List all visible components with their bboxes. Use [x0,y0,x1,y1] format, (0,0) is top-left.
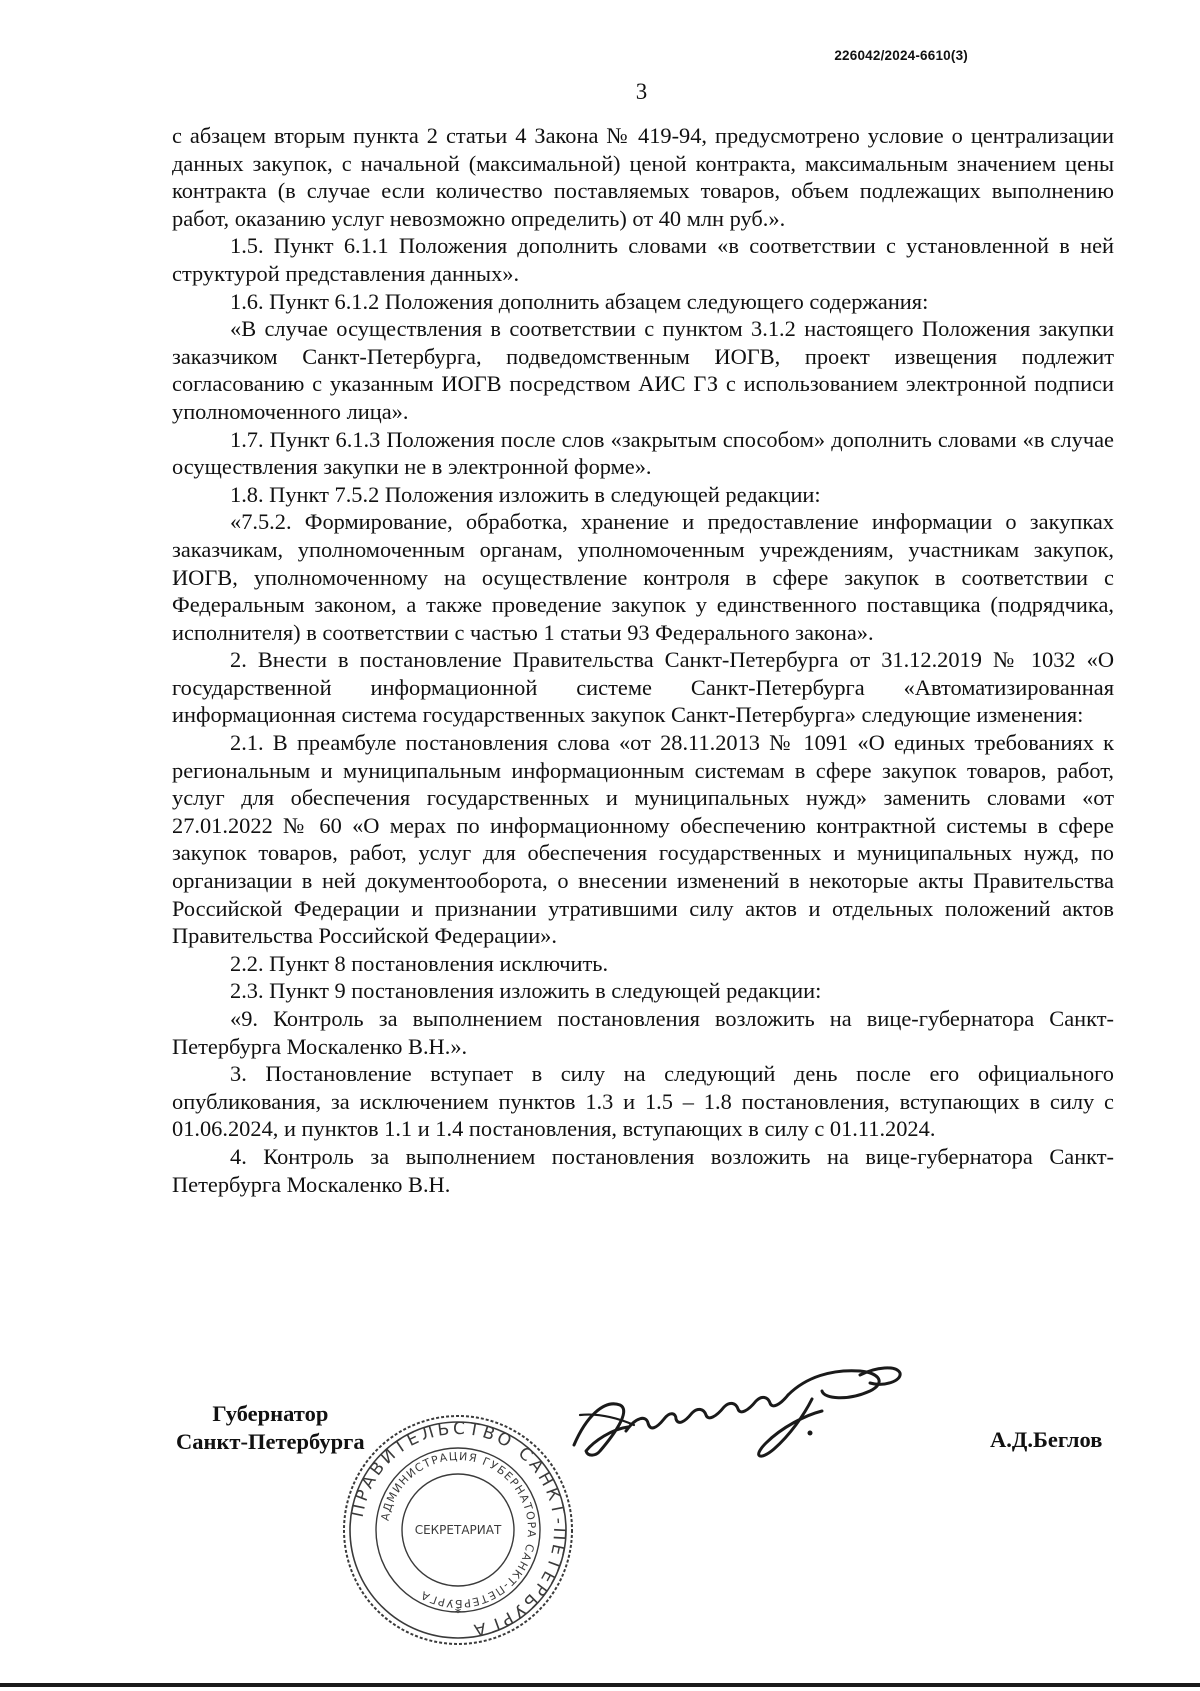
seal-outer-text: ПРАВИТЕЛЬСТВО САНКТ-ПЕТЕРБУРГА [347,1418,570,1641]
signatory-name: А.Д.Беглов [990,1427,1103,1452]
signatory-title [176,1400,365,1456]
handwritten-signature [560,1355,960,1485]
paragraph: 2.2. Пункт 8 постановления исключить. [230,950,609,976]
paragraph: 2.1. В преамбуле постановления слова «от 28.11.2013 № 1091 «О единых требованиях к региональным и муниципальным информационным системам в сфере закупок товаров, работ, услуг для обеспечения государственных и муниципальных нужд» заменить словами «от 27.01.2022 № 60 «О мерах по информационному обеспечению контрактной системы в сфере закупок товаров, работ, услуг для обеспечения государственных и муниципальных нужд, по организации в ней документооборота, о внесении изменений в некоторые акты Правительства Российской Федерации и признании утратившими силу актов и отдельных положений актов Правительства Российской Федерации». [172,730,1114,949]
page-bottom-edge [0,1683,1200,1687]
paragraph: 1.6. Пункт 6.1.2 Положения дополнить абзацем следующего содержания: [230,288,929,314]
seal-center-text: СЕКРЕТАРИАТ [414,1523,502,1537]
page-number: 3 [635,79,648,104]
paragraph: 1.7. Пункт 6.1.3 Положения после слов «закрытым способом» дополнить словами «в случае осуществления закупки не в электронной форме». [172,426,1114,480]
document-body [172,122,1114,1198]
paragraph: 4. Контроль за выполнением постановления возложить на вице-губернатора Санкт-Петербурга Москаленко В.Н. [172,1143,1114,1197]
paragraph: «9. Контроль за выполнением постановления возложить на вице-губернатора Санкт-Петербурга Москаленко В.Н.». [172,1006,1114,1059]
paragraph: 1.5. Пункт 6.1.1 Положения дополнить словами «в соответствии с установленной в ней структурой представления данных». [172,233,1114,286]
paragraph: 3. Постановление вступает в силу на следующий день после его официального опубликования, за исключением пунктов 1.3 и 1.5 – 1.8 постановления, вступающих в силу с 01.06.2024, и пунктов 1.1 и 1.4 постановления, вступающих в силу с 01.11.2024. [172,1061,1114,1142]
seal-inner-text: АДМИНИСТРАЦИЯ ГУБЕРНАТОРА САНКТ-ПЕТЕРБУРГА [378,1449,539,1611]
paragraph: с абзацем вторым пункта 2 статьи 4 Закона № 419-94, предусмотрено условие о централизации данных закупок, с начальной (максимальной) ценой контракта, максимальным значением цены контракта (в случае если количество поставляемых товаров, объем подлежащих выполнению работ, оказанию услуг невозможно определить) от 40 млн руб.». [172,123,1114,231]
official-seal-stamp [340,1412,576,1648]
paragraph: «В случае осуществления в соответствии с пунктом 3.1.2 настоящего Положения закупки заказчиком Санкт-Петербурга, подведомственным ИОГВ, проект извещения подлежит согласованию с указанным ИОГВ посредством АИС ГЗ с использованием электронной подписи уполномоченного лица». [172,316,1114,424]
paragraph: 2. Внести в постановление Правительства Санкт-Петербурга от 31.12.2019 № 1032 «О государственной информационной системе Санкт-Петербурга «Автоматизированная информационная система государственных закупок Санкт-Петербурга» следующие изменения: [172,647,1114,728]
seal-star-glyph: * [454,1606,462,1621]
signatory-title-line-2: Санкт-Петербурга [176,1429,365,1454]
paragraph: 2.3. Пункт 9 постановления изложить в следующей редакции: [230,978,822,1004]
signatory-title-line-1: Губернатор [212,1401,329,1426]
paragraph: «7.5.2. Формирование, обработка, хранение и предоставление информации о закупках заказчикам, уполномоченным органам, уполномоченным учреждениям, участникам закупок, ИОГВ, уполномоченному на осуществление контроля в сфере закупок в соответствии с Федеральным законом, а также проведение закупок у единственного поставщика (подрядчика, исполнителя) в соответствии с частью 1 статьи 93 Федерального закона». [172,509,1114,645]
document-registration-number: 226042/2024-6610(3) [834,48,968,63]
paragraph: 1.8. Пункт 7.5.2 Положения изложить в следующей редакции: [230,481,821,507]
